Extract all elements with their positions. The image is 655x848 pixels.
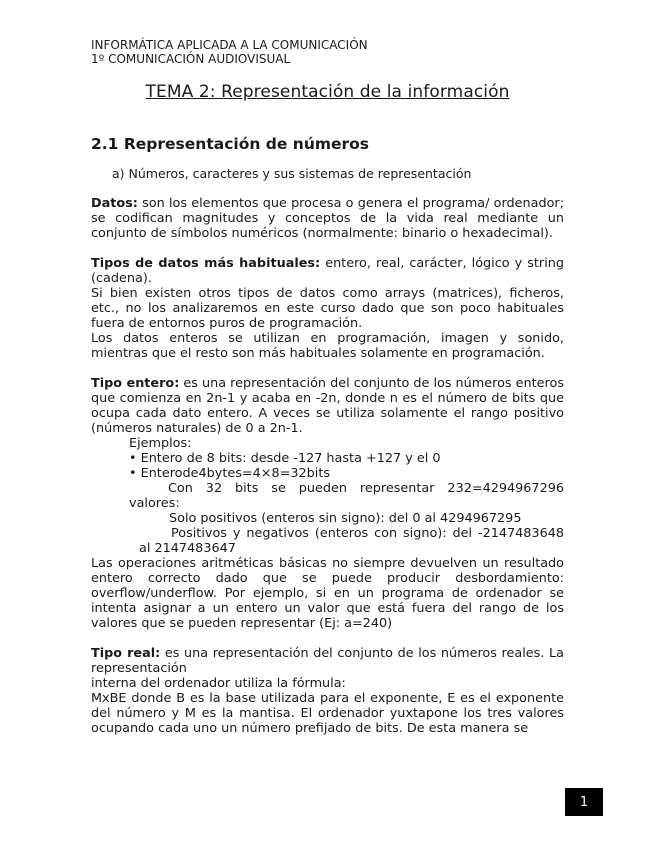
header-degree: 1º COMUNICACIÓN AUDIOVISUAL [91,52,291,66]
tipos-label: Tipos de datos más habituales: [91,256,321,271]
entero-text: es una representación del conjunto de los números enteros que comienza en 2n-1 y acaba en -2n, donde n es el número de bits que ocupa cada dato entero. A veces se utiliza solamente el rango positivo (números naturales) de 0 a 2n-1. [91,376,565,436]
real-text: es una representación del conjunto de los números reales. La representación [91,646,565,676]
tipos-paragraph [91,256,564,286]
con32-line: Con 32 bits se pueden representar 232=4294967296 [168,481,564,496]
real-label: Tipo real: [91,646,161,661]
datos-text: son los elementos que procesa o genera el programa/ ordenador; se codifican magnitudes y conceptos de la vida real mediante un conjunto de símbolos numéricos (normalmente: binario o hexadecimal). [91,196,564,241]
entero-label: Tipo entero: [91,376,180,391]
page-number: 1 [565,788,603,816]
ejemplo-bullet-2: • Enterode4bytes=4×8=32bits [129,466,331,481]
ejemplos-label: Ejemplos: [129,436,192,451]
document-header [91,38,368,66]
valores-line: valores: [129,496,180,511]
operaciones-paragraph: Las operaciones aritméticas básicas no siempre devuelven un resultado entero correcto dado que se puede producir desbordamiento: overflow/underflow. Por ejemplo, si en un programa de ordenador se intenta asignar a un entero un valor que está fuera del rango de los valores que se pueden representar (Ej: a=240) [91,556,564,631]
tipos-text: entero, real, carácter, lógico y string (cadena). [91,256,564,286]
real-line-2: interna del ordenador utiliza la fórmula: [91,676,346,691]
body-content [91,196,564,736]
ejemplo-bullet-1: • Entero de 8 bits: desde -127 hasta +127 y el 0 [129,451,441,466]
header-course: INFORMÁTICA APLICADA A LA COMUNICACIÓN [91,38,368,52]
datos-label: Datos: [91,196,138,211]
section-heading: 2.1 Representación de números [91,135,370,153]
page-title: TEMA 2: Representación de la información [145,82,510,102]
solo-positivos-line: Solo positivos (enteros sin signo): del 0 al 4294967295 [169,511,522,526]
datos-paragraph [91,196,564,241]
real-paragraph-2: MxBE donde B es la base utilizada para el exponente, E es el exponente del número y M es la mantisa. El ordenador yuxtapone los tres valores ocupando cada uno un número prefijado de bits. De esta manera se [91,691,564,736]
subsection-heading: a) Números, caracteres y sus sistemas de representación [112,166,472,181]
tipos-paragraph-2: Si bien existen otros tipos de datos como arrays (matrices), ficheros, etc., no los analizaremos en este curso dado que son poco habituales fuera de entornos puros de programación. [91,286,564,331]
entero-paragraph [91,376,564,436]
real-paragraph [91,646,564,676]
positivos-negativos-line: Positivos y negativos (enteros con signo): del -2147483648 [171,526,564,541]
rango-max-line: al 2147483647 [139,541,236,556]
tipos-paragraph-3: Los datos enteros se utilizan en programación, imagen y sonido, mientras que el resto son más habituales solamente en programación. [91,331,564,361]
